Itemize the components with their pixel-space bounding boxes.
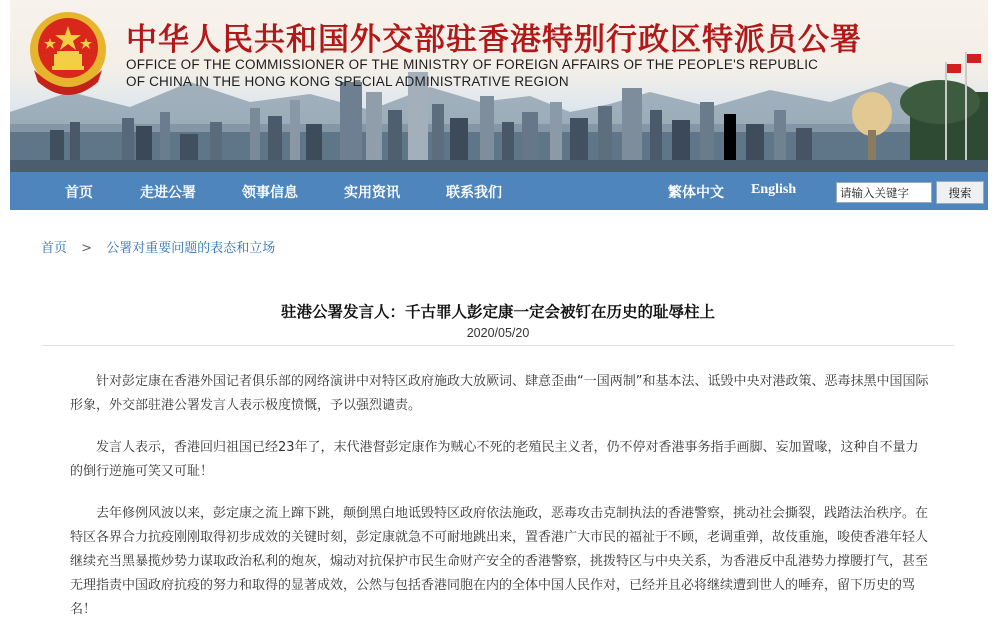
search-input[interactable] <box>836 182 932 203</box>
article-body <box>70 370 930 640</box>
lang-english-link[interactable]: English <box>751 182 797 197</box>
main-nav <box>10 172 988 210</box>
nav-item-about[interactable]: 走进公署 <box>140 185 196 201</box>
lang-traditional-link[interactable]: 繁体中文 <box>668 185 724 201</box>
breadcrumb-home-link[interactable]: 首页 <box>41 241 68 256</box>
breadcrumb-current-link[interactable]: 公署对重要问题的表态和立场 <box>106 241 276 256</box>
title-divider <box>42 345 954 346</box>
breadcrumb-separator: > <box>81 241 93 256</box>
site-title-english: OFFICE OF THE COMMISSIONER OF THE MINISTRY OF FOREIGN AFFAIRS OF THE PEOPLE'S REPUBLIC OF CHINA IN THE HONG KONG SPECIAL ADMINISTRATIVE REGION <box>126 57 819 89</box>
nav-item-info[interactable]: 实用资讯 <box>344 185 400 201</box>
nav-item-consular[interactable]: 领事信息 <box>242 185 298 201</box>
nav-item-contact[interactable]: 联系我们 <box>446 185 502 201</box>
article-date: 2020/05/20 <box>466 326 530 340</box>
article-title: 驻港公署发言人：千古罪人彭定康一定会被钉在历史的耻辱柱上 <box>280 302 715 321</box>
site-title-chinese: 中华人民共和国外交部驻香港特别行政区特派员公署 <box>126 22 862 58</box>
national-emblem-icon <box>26 8 110 96</box>
article-paragraph: 去年修例风波以来，彭定康之流上蹿下跳，颠倒黑白地诋毁特区政府依法施政，恶毒攻击克制执法的香港警察，挑动社会撕裂，践踏法治秩序。在特区各界合力抗疫刚刚取得初步成效的关键时刻，彭定康就急不可耐地跳出来，置香港广大市民的福祉于不顾，老调重弹，故伎重施，唆使香港年轻人继续充当黑暴揽炒势力谋取政治私利的炮灰，煽动对抗保护市民生命财产安全的香港警察，挑拨特区与中央关系，为香港反中乱港势力撑腰打气，甚至无理指责中国政府抗疫的努力和取得的显著成效，公然与包括香港同胞在内的全体中国人民作对，已经并且必将继续遭到世人的唾弃，留下历史的骂名！ <box>70 506 929 617</box>
search-button[interactable]: 搜索 <box>936 181 984 204</box>
article-paragraph: 针对彭定康在香港外国记者俱乐部的网络演讲中对特区政府施政大放厥词、肆意歪曲“一国两制”和基本法、诋毁中央对港政策、恶毒抹黑中国国际形象，外交部驻港公署发言人表示极度愤慨，予以强烈谴责。 <box>70 374 929 413</box>
article-paragraph: 发言人表示，香港回归祖国已经23年了，末代港督彭定康作为贼心不死的老殖民主义者，仍不停对香港事务指手画脚、妄加置喙，这种自不量力的倒行逆施可笑又可耻！ <box>70 440 919 479</box>
breadcrumb <box>41 237 275 256</box>
nav-item-home[interactable]: 首页 <box>65 185 93 201</box>
header-banner <box>10 0 988 172</box>
